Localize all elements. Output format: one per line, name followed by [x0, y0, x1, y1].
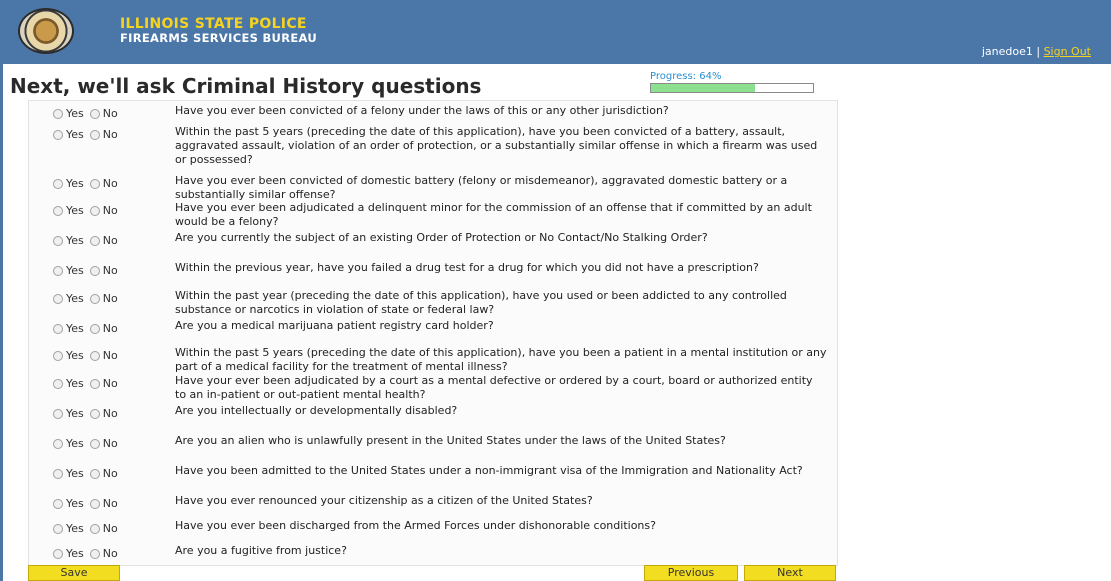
user-area — [982, 45, 1091, 58]
yes-radio[interactable] — [53, 206, 63, 216]
no-option[interactable] — [90, 497, 118, 510]
question-text: Within the past year (preceding the date of this application), have you used or been addicted to any controlled substance or narcotics in violation of state or federal law? — [175, 289, 787, 316]
no-option[interactable] — [90, 107, 118, 120]
yes-radio[interactable] — [53, 469, 63, 479]
yes-option[interactable] — [53, 377, 84, 390]
answer-options — [53, 264, 124, 277]
no-option[interactable] — [90, 292, 118, 305]
question-text: Have you ever been convicted of domestic battery (felony or misdemeanor), aggravated domestic battery or a substantially similar offense? — [175, 174, 788, 201]
question-text: Have you ever been adjudicated a delinquent minor for the commission of an offense that if committed by an adult would be a felony? — [175, 201, 812, 228]
no-radio[interactable] — [90, 266, 100, 276]
yes-option[interactable] — [53, 437, 84, 450]
org-name: ILLINOIS STATE POLICE — [120, 16, 307, 32]
yes-radio[interactable] — [53, 130, 63, 140]
no-radio[interactable] — [90, 236, 100, 246]
yes-label: Yes — [66, 204, 84, 217]
no-option[interactable] — [90, 234, 118, 247]
yes-label: Yes — [66, 522, 84, 535]
question-text: Have you been admitted to the United States under a non-immigrant visa of the Immigration and Nationality Act? — [175, 464, 803, 477]
yes-option[interactable] — [53, 204, 84, 217]
question-text: Have you ever been convicted of a felony under the laws of this or any other jurisdiction? — [175, 104, 669, 117]
yes-radio[interactable] — [53, 266, 63, 276]
yes-label: Yes — [66, 407, 84, 420]
yes-option[interactable] — [53, 467, 84, 480]
no-radio[interactable] — [90, 179, 100, 189]
yes-label: Yes — [66, 437, 84, 450]
yes-radio[interactable] — [53, 324, 63, 334]
no-option[interactable] — [90, 437, 118, 450]
no-radio[interactable] — [90, 379, 100, 389]
left-border — [0, 64, 3, 581]
yes-label: Yes — [66, 467, 84, 480]
site-header — [0, 0, 1111, 64]
no-label: No — [102, 407, 118, 420]
answer-options — [53, 234, 124, 247]
no-label: No — [102, 204, 118, 217]
page-title: Next, we'll ask Criminal History questions — [10, 74, 482, 98]
yes-radio[interactable] — [53, 439, 63, 449]
yes-option[interactable] — [53, 177, 84, 190]
no-option[interactable] — [90, 322, 118, 335]
yes-option[interactable] — [53, 547, 84, 560]
progress-bar-fill — [651, 84, 755, 92]
no-label: No — [102, 177, 118, 190]
no-option[interactable] — [90, 522, 118, 535]
no-option[interactable] — [90, 177, 118, 190]
yes-label: Yes — [66, 547, 84, 560]
question-text: Are you currently the subject of an existing Order of Protection or No Contact/No Stalking Order? — [175, 231, 708, 244]
no-radio[interactable] — [90, 351, 100, 361]
no-label: No — [102, 264, 118, 277]
yes-radio[interactable] — [53, 549, 63, 559]
yes-radio[interactable] — [53, 109, 63, 119]
yes-option[interactable] — [53, 497, 84, 510]
answer-options — [53, 107, 124, 120]
question-text: Are you an alien who is unlawfully present in the United States under the laws of the United States? — [175, 434, 726, 447]
sign-out-link[interactable]: Sign Out — [1043, 45, 1091, 58]
yes-label: Yes — [66, 107, 84, 120]
yes-radio[interactable] — [53, 499, 63, 509]
no-label: No — [102, 234, 118, 247]
no-option[interactable] — [90, 407, 118, 420]
yes-label: Yes — [66, 377, 84, 390]
next-button[interactable]: Next — [744, 565, 836, 581]
no-label: No — [102, 497, 118, 510]
yes-label: Yes — [66, 322, 84, 335]
separator: | — [1036, 45, 1041, 58]
progress-label: Progress: 64% — [650, 71, 722, 82]
question-text: Are you a medical marijuana patient registry card holder? — [175, 319, 494, 332]
answer-options — [53, 497, 124, 510]
yes-option[interactable] — [53, 107, 84, 120]
yes-label: Yes — [66, 292, 84, 305]
no-option[interactable] — [90, 349, 118, 362]
answer-options — [53, 467, 124, 480]
yes-radio[interactable] — [53, 409, 63, 419]
yes-label: Yes — [66, 177, 84, 190]
answer-options — [53, 522, 124, 535]
yes-option[interactable] — [53, 522, 84, 535]
save-button[interactable]: Save — [28, 565, 120, 581]
no-label: No — [102, 377, 118, 390]
no-option[interactable] — [90, 377, 118, 390]
yes-option[interactable] — [53, 128, 84, 141]
question-text: Have you ever renounced your citizenship as a citizen of the United States? — [175, 494, 593, 507]
no-radio[interactable] — [90, 409, 100, 419]
question-text: Have you ever been discharged from the Armed Forces under dishonorable conditions? — [175, 519, 656, 532]
answer-options — [53, 349, 124, 362]
yes-radio[interactable] — [53, 379, 63, 389]
answer-options — [53, 204, 124, 217]
yes-radio[interactable] — [53, 351, 63, 361]
yes-radio[interactable] — [53, 294, 63, 304]
no-radio[interactable] — [90, 206, 100, 216]
yes-option[interactable] — [53, 234, 84, 247]
no-label: No — [102, 292, 118, 305]
yes-radio[interactable] — [53, 236, 63, 246]
yes-option[interactable] — [53, 292, 84, 305]
yes-label: Yes — [66, 497, 84, 510]
answer-options — [53, 292, 124, 305]
no-label: No — [102, 128, 118, 141]
no-label: No — [102, 467, 118, 480]
yes-label: Yes — [66, 234, 84, 247]
no-option[interactable] — [90, 467, 118, 480]
no-option[interactable] — [90, 264, 118, 277]
yes-option[interactable] — [53, 349, 84, 362]
yes-option[interactable] — [53, 407, 84, 420]
no-option[interactable] — [90, 128, 118, 141]
no-radio[interactable] — [90, 130, 100, 140]
no-radio[interactable] — [90, 109, 100, 119]
question-text: Within the past 5 years (preceding the date of this application), have you been a patient in a mental institution or any part of a medical facility for the treatment of mental illness? — [175, 346, 827, 373]
no-radio[interactable] — [90, 524, 100, 534]
no-radio[interactable] — [90, 324, 100, 334]
no-radio[interactable] — [90, 439, 100, 449]
no-radio[interactable] — [90, 549, 100, 559]
progress-bar — [650, 83, 814, 93]
questions-panel — [28, 100, 838, 566]
question-text: Are you a fugitive from justice? — [175, 544, 347, 557]
yes-radio[interactable] — [53, 524, 63, 534]
no-label: No — [102, 322, 118, 335]
username: janedoe1 — [981, 45, 1033, 58]
no-label: No — [102, 107, 118, 120]
no-option[interactable] — [90, 204, 118, 217]
no-label: No — [102, 522, 118, 535]
no-radio[interactable] — [90, 469, 100, 479]
state-seal-icon — [18, 8, 74, 54]
question-text: Are you intellectually or developmentally disabled? — [175, 404, 458, 417]
question-text: Have your ever been adjudicated by a court as a mental defective or ordered by a court, board or authorized entity to an in-patient or out-patient mental health? — [175, 374, 813, 401]
yes-option[interactable] — [53, 322, 84, 335]
no-radio[interactable] — [90, 499, 100, 509]
previous-button[interactable]: Previous — [644, 565, 738, 581]
answer-options — [53, 377, 124, 390]
bureau-name: FIREARMS SERVICES BUREAU — [120, 31, 317, 45]
answer-options — [53, 322, 124, 335]
yes-option[interactable] — [53, 264, 84, 277]
yes-label: Yes — [66, 264, 84, 277]
yes-label: Yes — [66, 349, 84, 362]
yes-label: Yes — [66, 128, 84, 141]
answer-options — [53, 407, 124, 420]
yes-radio[interactable] — [53, 179, 63, 189]
no-label: No — [102, 349, 118, 362]
answer-options — [53, 547, 124, 560]
no-radio[interactable] — [90, 294, 100, 304]
question-text: Within the previous year, have you failed a drug test for a drug for which you did not have a prescription? — [175, 261, 759, 274]
answer-options — [53, 128, 124, 141]
no-option[interactable] — [90, 547, 118, 560]
question-text: Within the past 5 years (preceding the date of this application), have you been convicted of a battery, assault, aggravated assault, violation of an order of protection, or a substantially similar offense in which a firearm was used or possessed? — [175, 125, 818, 166]
no-label: No — [102, 437, 118, 450]
no-label: No — [102, 547, 118, 560]
answer-options — [53, 437, 124, 450]
answer-options — [53, 177, 124, 190]
